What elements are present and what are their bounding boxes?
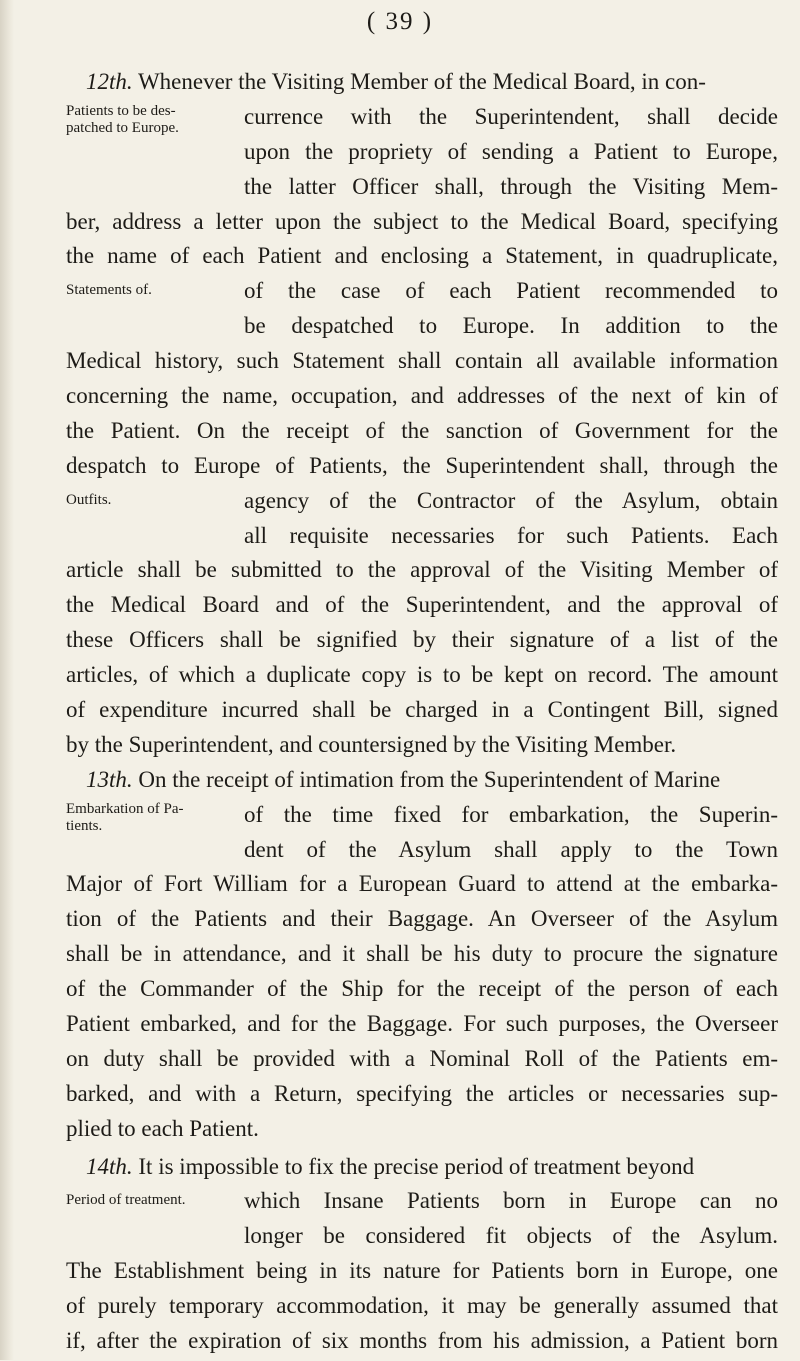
text-line: tion of the Patients and their Baggage. An Overseer of the Asylum <box>66 906 778 932</box>
text-line: The Establishment being in its nature for Patients born in Europe, one <box>66 1258 778 1284</box>
text-line: by the Superintendent, and countersigned by the Visiting Member. <box>66 731 677 757</box>
paragraph-number: 14th. <box>86 1153 133 1179</box>
text-line: the Medical Board and of the Superintendent, and the approval of <box>66 592 778 618</box>
text-line: of the case of each Patient recommended to <box>244 278 778 304</box>
text-line: despatch to Europe of Patients, the Superintendent shall, through the <box>66 452 778 478</box>
text-line: concerning the name, occupation, and addresses of the next of kin of <box>66 383 778 408</box>
line-text: It is impossible to fix the precise period of treatment beyond <box>132 1153 695 1179</box>
text-line: of the Commander of the Ship for the receipt of the person of each <box>66 976 778 1002</box>
text-line: the Patient. On the receipt of the sanction of Government for the <box>66 417 778 443</box>
text-line: agency of the Contractor of the Asylum, obtain <box>244 487 778 513</box>
margin-note-period: Period of treatment. <box>66 1192 186 1209</box>
text-line: of expenditure incurred shall be charged in a Contingent Bill, signed <box>66 697 778 722</box>
text-line: article shall be submitted to the approval of the Visiting Member of <box>66 557 778 583</box>
text-line: articles, of which a duplicate copy is to be kept on record. The amount <box>66 662 778 688</box>
text-line: of purely temporary accommodation, it may be generally assumed that <box>66 1293 778 1319</box>
margin-note-despatch: Patients to be des- patched to Europe. <box>66 102 179 136</box>
text-line: be despatched to Europe. In addition to the <box>244 313 778 339</box>
text-line: dent of the Asylum shall apply to the Town <box>244 836 778 862</box>
text-line: currence with the Superintendent, shall decide <box>244 103 778 129</box>
line-text: Whenever the Visiting Member of the Medical Board, in con- <box>132 69 706 94</box>
text-line: if, after the expiration of six months from his admission, a Patient born <box>66 1328 778 1353</box>
text-line: on duty shall be provided with a Nominal Roll of the Patients em- <box>66 1045 778 1071</box>
text-line: the name of each Patient and enclosing a Statement, in quadruplicate, <box>66 243 778 269</box>
page-number: ( 39 ) <box>366 8 434 35</box>
line-text: On the receipt of intimation from the Superintendent of Marine <box>132 766 721 792</box>
text-line: longer be considered fit objects of the Asylum. <box>244 1223 778 1249</box>
text-line: upon the propriety of sending a Patient to Europe, <box>244 138 778 164</box>
text-line: barked, and with a Return, specifying the articles or necessaries sup- <box>66 1080 778 1106</box>
margin-note-embarkation: Embarkation of Pa- tients. <box>66 800 184 834</box>
text-line: these Officers shall be signified by their signature of a list of the <box>66 627 778 653</box>
text-line: the latter Officer shall, through the Visiting Mem- <box>244 173 778 199</box>
margin-note-outfits: Outfits. <box>66 491 112 508</box>
text-line: Medical history, such Statement shall contain all available information <box>66 348 778 374</box>
text-line: which Insane Patients born in Europe can no <box>244 1188 778 1214</box>
text-line: Major of Fort William for a European Guard to attend at the embarka- <box>66 871 778 897</box>
paragraph-number: 13th. <box>86 766 133 792</box>
text-line: ber, address a letter upon the subject to the Medical Board, specifying <box>66 208 778 234</box>
text-line: plied to each Patient. <box>66 1115 259 1141</box>
margin-note-statements: Statements of. <box>66 282 152 299</box>
text-line: of the time fixed for embarkation, the Superin- <box>244 801 778 827</box>
page-binding-edge <box>0 0 14 1360</box>
text-line: shall be in attendance, and it shall be his duty to procure the signature <box>66 941 778 967</box>
paragraph-number: 12th. <box>86 69 133 94</box>
text-line: all requisite necessaries for such Patients. Each <box>244 522 778 548</box>
text-line: Patient embarked, and for the Baggage. For such purposes, the Overseer <box>66 1011 778 1036</box>
